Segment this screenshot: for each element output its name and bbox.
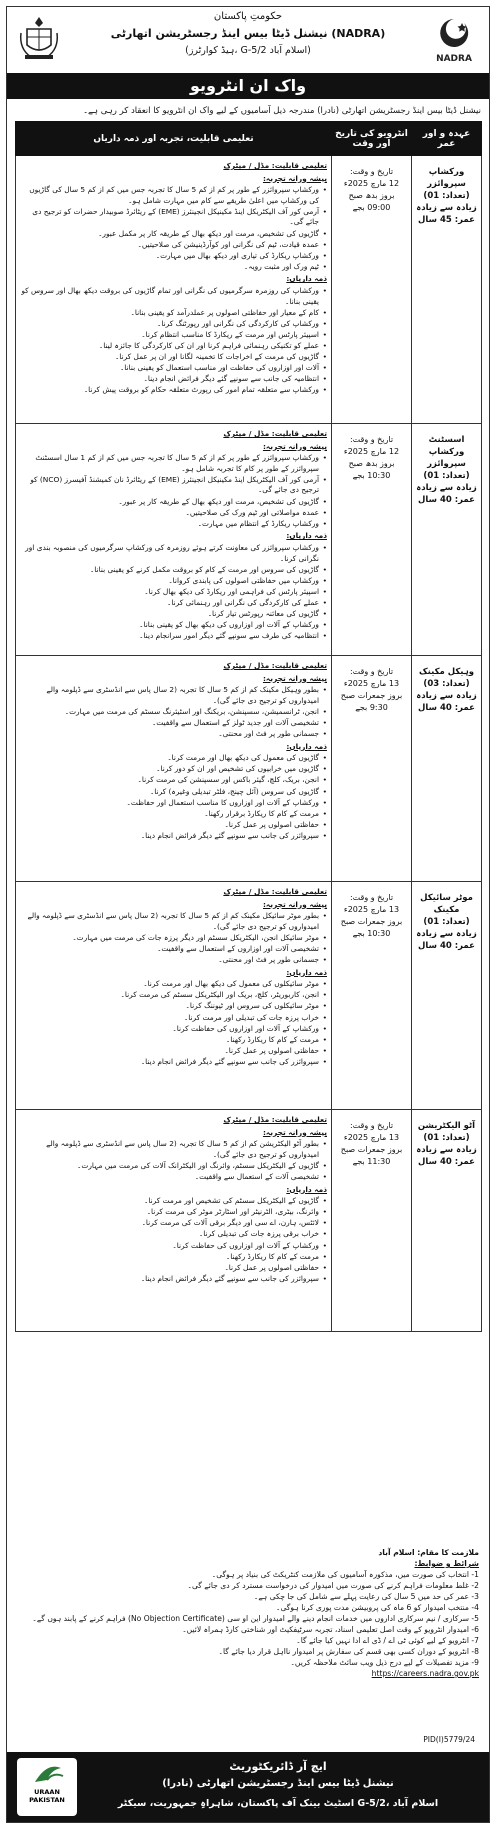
responsibility-item: • اسپیئر پارٹس اور مرمت کے ریکارڈ کا مناسب انتظام کرنا۔ <box>20 330 327 341</box>
experience-item: • انجن، ٹرانسمیشن، سسپنشن، بریکنگ اور اسٹیئرنگ سسٹم کی مرمت میں مہارت۔ <box>20 707 327 718</box>
interview-date: 12 مارچ 2025ء <box>343 447 400 456</box>
post-age: زیادہ سے زیادہ عمر: 40 سال <box>416 691 477 713</box>
responsibility-item: • حفاظتی اصولوں پر عمل کرنا۔ <box>20 820 327 831</box>
experience-item: • عمدہ قیادت، ٹیم کی نگرانی اور کوآرڈینیشن کی صلاحیتیں۔ <box>20 240 327 251</box>
date-label: تاریخ و وقت: <box>349 1121 394 1130</box>
post-title: آٹو الیکٹریشن <box>417 1121 476 1131</box>
header <box>7 7 489 71</box>
table-row <box>16 656 482 882</box>
post-age: زیادہ سے زیادہ عمر: 40 سال <box>416 483 477 505</box>
footer <box>7 1752 489 1822</box>
post-cell <box>412 156 482 424</box>
responsibility-item: • گاڑیوں کی معمول کی دیکھ بھال اور مرمت کرنا۔ <box>20 753 327 764</box>
qualification-title: تعلیمی قابلیت: مڈل / میٹرک <box>223 161 327 170</box>
interview-time: بروز جمعرات صبح 10:30 بجے <box>340 917 403 938</box>
experience-list <box>20 911 327 965</box>
post-cell <box>412 1110 482 1332</box>
experience-title: پیشہ ورانہ تجربہ: <box>262 1127 327 1137</box>
qualification-title: تعلیمی قابلیت: مڈل / میٹرک <box>223 429 327 438</box>
interview-date: 12 مارچ 2025ء <box>343 179 400 188</box>
responsibility-item: • ورکشاپ کے آلات اور اوزاروں کی دیکھ بھال کو یقینی بنانا۔ <box>20 620 327 631</box>
organization-title: نیشنل ڈیٹا بیس اینڈ رجسٹریشن اتھارٹی (NADRA) <box>110 27 386 40</box>
interview-date: 13 مارچ 2025ء <box>343 905 400 914</box>
post-cell <box>412 424 482 656</box>
experience-item: • آرمی کور آف الیکٹریکل اینڈ مکینیکل انجینئرز (EME) کے ریٹائرڈ نان کمیشنڈ آفیسرز (NCO) کو ترجیح دی جائے گی۔ <box>20 475 327 496</box>
post-title: اسسٹنٹ ورکشاپ سپروائزر <box>427 435 466 469</box>
nadra-logo-icon <box>429 13 479 65</box>
government-title: حکومتِ پاکستان <box>213 11 283 22</box>
post-count: (تعداد: 01) <box>423 917 470 927</box>
responsibility-item: • انتظامیہ کی طرف سے سونپے گئے دیگر امور سرانجام دینا۔ <box>20 631 327 642</box>
responsibilities-list <box>20 753 327 841</box>
responsibility-item: • حفاظتی اصولوں پر عمل کرنا۔ <box>20 1046 327 1057</box>
post-cell <box>412 656 482 882</box>
date-label: تاریخ و وقت: <box>349 167 394 176</box>
terms-item: 4- منتخب امیدوار کو 6 ماہ کی پروبیشن مدت پوری کرنا ہوگی۔ <box>276 1603 479 1612</box>
column-header-details: تعلیمی قابلیت، تجربہ اور ذمہ داریاں <box>16 122 332 156</box>
responsibilities-title: ذمہ داریاں: <box>286 531 327 541</box>
terms-item: 2- غلط معلومات فراہم کرنے کی صورت میں امیدوار کی درخواست مسترد کر دی جائے گی۔ <box>187 1581 479 1590</box>
responsibility-item: • انجن، کاربوریٹر، کلچ، بریک اور الیکٹریکل سسٹم کی مرمت کرنا۔ <box>20 990 327 1001</box>
date-label: تاریخ و وقت: <box>349 893 394 902</box>
post-age: زیادہ سے زیادہ عمر: 40 سال <box>416 1145 477 1167</box>
post-count: (تعداد: 03) <box>423 679 470 689</box>
post-count: (تعداد: 01) <box>423 191 470 201</box>
terms-item: 5- سرکاری / نیم سرکاری اداروں میں خدمات انجام دینے والے امیدوار این او سی (No Objection Certificate) فراہم کرنے کے پابند ہوں گے۔ <box>32 1614 479 1623</box>
table-row <box>16 1110 482 1332</box>
responsibility-item: • سپروائزر کی جانب سے سونپے گئے دیگر فرائض انجام دینا۔ <box>20 831 327 842</box>
responsibility-item: • ورکشاپ کے آلات اور اوزاروں کی حفاظت کرنا۔ <box>20 1024 327 1035</box>
responsibility-item: • اسپیئر پارٹس کی فراہمی اور ریکارڈ کی دیکھ بھال کرنا۔ <box>20 587 327 598</box>
experience-title: پیشہ ورانہ تجربہ: <box>262 441 327 451</box>
responsibility-item: • لائٹس، ہارن، اے سی اور دیگر برقی آلات کی مرمت کرنا۔ <box>20 1218 327 1229</box>
post-age: زیادہ سے زیادہ عمر: 40 سال <box>416 929 477 951</box>
responsibility-item: • ورکشاپ سے متعلقہ تمام امور کی رپورٹ متعلقہ حکام کو بروقت پیش کرنا۔ <box>20 385 327 396</box>
responsibility-item: • گاڑیوں کی سروس (آئل چینج، فلٹر تبدیلی وغیرہ) کرنا۔ <box>20 787 327 798</box>
responsibility-item: • موٹر سائیکلوں کی معمول کی دیکھ بھال اور مرمت کرنا۔ <box>20 979 327 990</box>
experience-list <box>20 185 327 272</box>
date-label: تاریخ و وقت: <box>349 435 394 444</box>
details-cell <box>16 882 332 1110</box>
responsibility-item: • گاڑیوں کی مرمت کے اخراجات کا تخمینہ لگانا اور ان پر عمل کرنا۔ <box>20 352 327 363</box>
experience-item: • ٹیم ورک اور مثبت رویہ۔ <box>20 262 327 273</box>
responsibility-item: • ورکشاپ کے آلات اور اوزاروں کی حفاظت کرنا۔ <box>20 1241 327 1252</box>
experience-list <box>20 1139 327 1182</box>
intro-text: نیشنل ڈیٹا بیس اینڈ رجسٹریشن اتھارٹی (نادرا) مندرجہ ذیل آسامیوں کے لیے واک ان انٹرویو کا انعقاد کر رہی ہے۔ <box>83 106 481 116</box>
details-cell <box>16 156 332 424</box>
responsibilities-title: ذمہ داریاں: <box>286 741 327 751</box>
nadra-logo-text: NADRA <box>436 54 472 64</box>
careers-link[interactable]: https://careers.nadra.gov.pk <box>371 1669 479 1678</box>
terms-item: 1- انتخاب کی صورت میں، مذکورہ آسامیوں کی ملازمت کنٹریکٹ کی بنیاد پر ہوگی۔ <box>211 1570 479 1579</box>
post-title: وہیکل مکینک <box>418 667 475 677</box>
post-count: (تعداد: 01) <box>423 471 470 481</box>
advertisement-page <box>6 6 490 1823</box>
responsibility-item: • انجن، بریک، کلچ، گیئر باکس اور سسپنشن کی مرمت کرنا۔ <box>20 775 327 786</box>
interview-time: بروز جمعرات صبح 9:30 بجے <box>340 691 403 712</box>
date-label: تاریخ و وقت: <box>349 667 394 676</box>
experience-item: • عمدہ مواصلاتی اور ٹیم ورک کی صلاحیتیں۔ <box>20 508 327 519</box>
uraan-bird-icon <box>17 1758 77 1788</box>
responsibility-item: • گاڑیوں کی سروس اور مرمت کے کام کو بروقت مکمل کرنے کو یقینی بنانا۔ <box>20 565 327 576</box>
terms-item: 8- انٹرویو کے دوران کسی بھی قسم کی سفارش پر امیدوار نااہل قرار دیا جائے گا۔ <box>218 1647 479 1656</box>
responsibilities-list <box>20 286 327 396</box>
experience-item: • ورکشاپ سپروائزر کے طور پر کم از کم 5 سال کا تجربہ جس میں کم از کم 1 سال اسسٹنٹ سپروائزر کے طور پر کام کا تجربہ شامل ہو۔ <box>20 453 327 474</box>
experience-list <box>20 453 327 529</box>
date-cell <box>332 1110 412 1332</box>
responsibility-item: • مرمت کے کام کا ریکارڈ رکھنا۔ <box>20 1035 327 1046</box>
responsibility-item: • گاڑیوں کے الیکٹریکل سسٹم کی تشخیص اور مرمت کرنا۔ <box>20 1196 327 1207</box>
experience-item: • بطور آٹو الیکٹریشن کم از کم 5 سال کا تجربہ (2 سال پاس سے انڈسٹری سے ڈپلومہ والے امیدواروں کو ترجیح دی جائے گی)۔ <box>20 1139 327 1160</box>
responsibilities-list <box>20 543 327 642</box>
experience-item: • آرمی کور آف الیکٹریکل اینڈ مکینیکل انجینئرز (EME) کے ریٹائرڈ صوبیدار حضرات کو ترجیح دی جائے گی۔ <box>20 207 327 228</box>
experience-item: • تشخیصی آلات کے استعمال سے واقفیت۔ <box>20 1172 327 1183</box>
post-cell <box>412 882 482 1110</box>
interview-date: 13 مارچ 2025ء <box>343 679 400 688</box>
post-count: (تعداد: 01) <box>423 1133 470 1143</box>
qualification-title: تعلیمی قابلیت: مڈل / میٹرک <box>223 887 327 896</box>
responsibility-item: • گاڑیوں کی معائنہ رپورٹس تیار کرنا۔ <box>20 609 327 620</box>
responsibility-item: • ورکشاپ سپروائزر کی معاونت کرتے ہوئے روزمرہ کی ورکشاپ سرگرمیوں کی منصوبہ بندی اور نگرانی کرنا۔ <box>20 543 327 564</box>
experience-item: • گاڑیوں کی تشخیص، مرمت اور دیکھ بھال کے طریقہ کار پر عبور۔ <box>20 497 327 508</box>
responsibility-item: • خراب برقی پرزہ جات کی تبدیلی کرنا۔ <box>20 1229 327 1240</box>
job-location: ملازمت کا مقام: اسلام آباد <box>378 1548 479 1557</box>
experience-item: • جسمانی طور پر فٹ اور محنتی۔ <box>20 955 327 966</box>
table-row <box>16 156 482 424</box>
post-title: ورکشاپ سپروائزر <box>427 167 466 189</box>
organization-address: (ہیڈ کوارٹرز، G-5/2 اسلام آباد) <box>185 45 311 56</box>
positions-table <box>15 121 482 1332</box>
interview-date: 13 مارچ 2025ء <box>343 1133 400 1142</box>
walk-in-interview-banner: واک ان انٹرویو <box>7 73 489 99</box>
responsibilities-list <box>20 979 327 1067</box>
responsibility-item: • خراب پرزہ جات کی تبدیلی اور مرمت کرنا۔ <box>20 1013 327 1024</box>
footer-address: اسٹیٹ بینک آف پاکستان، شاہراہِ جمہوریت، سیکٹر G-5/2، اسلام آباد <box>117 1798 439 1809</box>
details-cell <box>16 424 332 656</box>
responsibilities-title: ذمہ داریاں: <box>286 1184 327 1194</box>
experience-item: • بطور موٹر سائیکل مکینک کم از کم 5 سال کا تجربہ (2 سال پاس سے انڈسٹری سے ڈپلومہ والے امیدواروں کو ترجیح دی جائے گی)۔ <box>20 911 327 932</box>
interview-time: بروز جمعرات صبح 11:30 بجے <box>340 1145 403 1166</box>
experience-item: • جسمانی طور پر فٹ اور محنتی۔ <box>20 729 327 740</box>
date-cell <box>332 424 412 656</box>
experience-item: • گاڑیوں کی تشخیص، مرمت اور دیکھ بھال کے طریقہ کار پر مکمل عبور۔ <box>20 229 327 240</box>
experience-title: پیشہ ورانہ تجربہ: <box>262 173 327 183</box>
experience-item: • ورکشاپ ریکارڈ کی تیاری اور دیکھ بھال میں مہارت۔ <box>20 251 327 262</box>
responsibility-item: • وائرنگ، بیٹری، الٹرنیٹر اور اسٹارٹر موٹر کی مرمت کرنا۔ <box>20 1207 327 1218</box>
responsibility-item: • حفاظتی اصولوں پر عمل کرنا۔ <box>20 1263 327 1274</box>
details-cell <box>16 656 332 882</box>
responsibility-item: • موٹر سائیکلوں کی سروس اور ٹیوننگ کرنا۔ <box>20 1001 327 1012</box>
responsibility-item: • مرمت کے کام کا ریکارڈ برقرار رکھنا۔ <box>20 809 327 820</box>
experience-item: • ورکشاپ ریکارڈ کے انتظام میں مہارت۔ <box>20 519 327 530</box>
terms-item: 9- مزید تفصیلات کے لیے درج ذیل ویب سائٹ ملاحظہ کریں۔ <box>290 1658 479 1667</box>
experience-title: پیشہ ورانہ تجربہ: <box>262 673 327 683</box>
date-cell <box>332 156 412 424</box>
terms-item: 6- امیدوار انٹرویو کے وقت اصل تعلیمی اسناد، تجربہ سرٹیفکیٹ اور شناختی کارڈ ہمراہ لائیں۔ <box>182 1625 479 1634</box>
experience-item: • ورکشاپ سپروائزر کے طور پر کم از کم 5 سال کا تجربہ جس میں کم از کم 5 سال کی گاڑیوں کی ورکشاپ میں اعلیٰ طریقے سے کام میں مہارت شامل ہو۔ <box>20 185 327 206</box>
responsibilities-title: ذمہ داریاں: <box>286 274 327 284</box>
responsibility-item: • گاڑیوں میں خرابیوں کی تشخیص اور ان کو دور کرنا۔ <box>20 764 327 775</box>
table-row <box>16 882 482 1110</box>
uraan-pakistan-logo <box>17 1758 77 1816</box>
experience-item: • گاڑیوں کے الیکٹریکل سسٹم، وائرنگ اور الیکٹرانک آلات کی مرمت میں مہارت۔ <box>20 1161 327 1172</box>
pid-number: PID(I)5779/24 <box>423 1735 475 1744</box>
responsibility-item: • آلات اور اوزاروں کی حفاظت اور مناسب استعمال کو یقینی بنانا۔ <box>20 363 327 374</box>
responsibilities-title: ذمہ داریاں: <box>286 967 327 977</box>
qualification-title: تعلیمی قابلیت: مڈل / میٹرک <box>223 1115 327 1124</box>
terms-item: 7- انٹرویو کے لیے کوئی ٹی اے / ڈی اے ادا نہیں کیا جائے گا۔ <box>296 1636 479 1645</box>
column-header-post: عہدہ و اور عمر <box>412 122 482 156</box>
terms-title: شرائط و ضوابط: <box>414 1559 479 1568</box>
column-header-date: انٹرویو کی تاریخ اور وقت <box>332 122 412 156</box>
responsibility-item: • ورکشاپ کی روزمرہ سرگرمیوں کی نگرانی اور تمام گاڑیوں کی بروقت دیکھ بھال اور سروس کو یقینی بنانا۔ <box>20 286 327 307</box>
experience-title: پیشہ ورانہ تجربہ: <box>262 899 327 909</box>
post-title: موٹر سائیکل مکینک <box>420 893 473 915</box>
terms-list <box>17 1569 479 1668</box>
responsibilities-list <box>20 1196 327 1284</box>
experience-list <box>20 685 327 739</box>
date-cell <box>332 656 412 882</box>
responsibility-item: • ورکشاپ کی کارکردگی کی نگرانی اور رپورٹنگ کرنا۔ <box>20 319 327 330</box>
date-cell <box>332 882 412 1110</box>
responsibility-item: • مرمت کے کام کا ریکارڈ رکھنا۔ <box>20 1252 327 1263</box>
details-cell <box>16 1110 332 1332</box>
interview-time: بروز بدھ صبح 10:30 بجے <box>348 459 395 480</box>
table-header-row <box>16 122 482 156</box>
footer-organization: نیشنل ڈیٹا بیس اینڈ رجسٹریشن اتھارٹی (نادرا) <box>162 1778 394 1789</box>
experience-item: • موٹر سائیکل انجن، الیکٹریکل سسٹم اور دیگر پرزہ جات کی مرمت میں مہارت۔ <box>20 933 327 944</box>
footer-directorate: ایچ آر ڈائریکٹوریٹ <box>229 1760 327 1773</box>
responsibility-item: • انتظامیہ کی جانب سے سونپے گئے دیگر فرائض انجام دینا۔ <box>20 374 327 385</box>
responsibility-item: • ورکشاپ میں حفاظتی اصولوں کی پابندی کروانا۔ <box>20 576 327 587</box>
responsibility-item: • عملے کی کارکردگی کی نگرانی اور رہنمائی کرنا۔ <box>20 598 327 609</box>
responsibility-item: • کام کے معیار اور حفاظتی اصولوں پر عملدرآمد کو یقینی بنانا۔ <box>20 308 327 319</box>
responsibility-item: • سپروائزر کی جانب سے سونپے گئے دیگر فرائض انجام دینا۔ <box>20 1057 327 1068</box>
experience-item: • بطور وہیکل مکینک کم از کم 5 سال کا تجربہ (2 سال پاس سے انڈسٹری سے ڈپلومہ والے امیدواروں کو ترجیح دی جائے گی)۔ <box>20 685 327 706</box>
qualification-title: تعلیمی قابلیت: مڈل / میٹرک <box>223 661 327 670</box>
responsibility-item: • عملے کو تکنیکی رہنمائی فراہم کرنا اور ان کی کارکردگی کا جائزہ لینا۔ <box>20 341 327 352</box>
experience-item: • تشخیصی آلات اور اوزاروں کے استعمال سے واقفیت۔ <box>20 944 327 955</box>
terms-section <box>17 1547 479 1679</box>
terms-item: 3- عمر کی حد میں 5 سال کی رعایت پہلے سے شامل کی جا چکی ہے۔ <box>253 1592 479 1601</box>
experience-item: • تشخیصی آلات اور جدید ٹولز کے استعمال سے واقفیت۔ <box>20 718 327 729</box>
interview-time: بروز بدھ صبح 09:00 بجے <box>348 191 395 212</box>
uraan-text: URAAN PAKISTAN <box>29 1788 65 1804</box>
responsibility-item: • ورکشاپ کے آلات اور اوزاروں کا مناسب استعمال اور حفاظت۔ <box>20 798 327 809</box>
post-age: زیادہ سے زیادہ عمر: 45 سال <box>416 203 477 225</box>
responsibility-item: • سپروائزر کی جانب سے سونپے گئے دیگر فرائض انجام دینا۔ <box>20 1274 327 1285</box>
table-row <box>16 424 482 656</box>
